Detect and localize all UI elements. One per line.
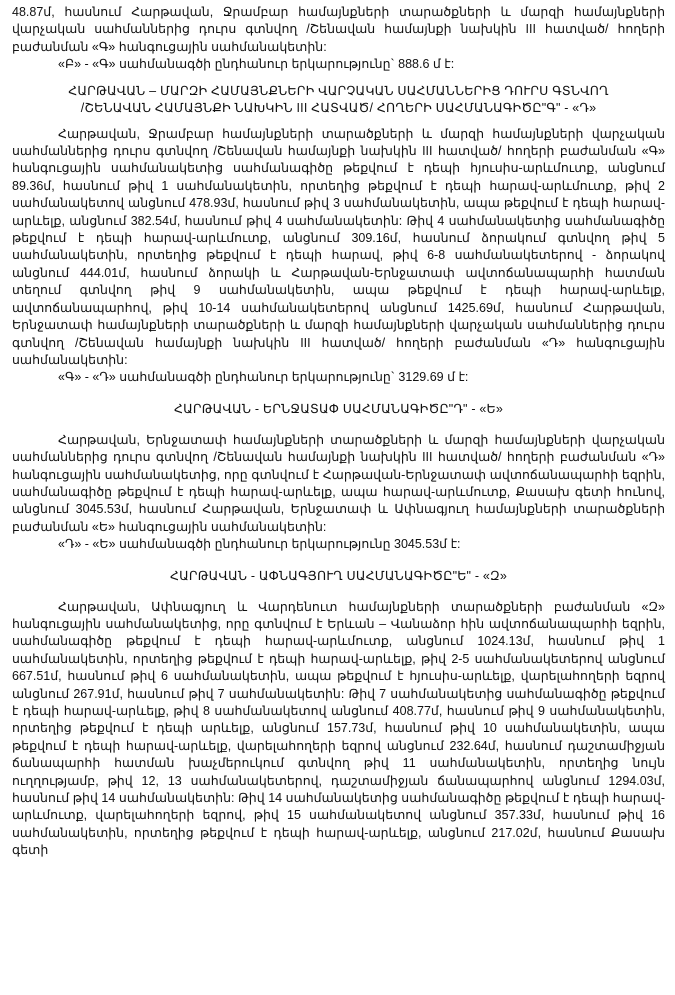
section3-heading: ՀԱՐԹԱՎԱՆ - ԱՓՆԱԳՅՈՒՂ ՍԱՀՄԱՆԱԳԻԾԸ"Ե" - «Զ»	[169, 568, 508, 583]
section2-total-line: «Դ» - «Ե» սահմանագծի ընդհանուր երկարությունը 3045.53մ է:	[58, 537, 461, 552]
top-paragraph: 48.87մ, հասնում Հարթավան, Ջրամբար համայնքների տարածքների և մարզի համայնքների վարչական սահմաններից դուրս գտնվող /Շենավան համայնքի նախկին III հատված/ հողերի բաժանման «Գ» հանգուցային սահմանակետին:	[12, 5, 665, 54]
section3-paragraph: Հարթավան, Ափնագյուղ և Վարդենուտ համայնքների տարածքների բաժանման «Զ» հանգուցային սահմանակետից, որը գտնվում է Երևան – Վանաձոր հին ավտոճանապարհի եզրին, սահմանագիծը թեքվում է դեպի հարավ-արևմուտք, անցնում 1024.13մ, հասնում թիվ 1 սահմանակետին, որտեղից թեքվում է դեպի հարավ-արևելք, թիվ 2-5 սահմանակետերով անցնում 667.51մ, հասնում թիվ 6 սահմանակետին, ապա թեքվում է հյուսիս-արևելք, վարելահողերի եզրով անցնում 267.91մ, հասնում թիվ 7 սահմանակետին: Թիվ 7 սահմանակետից սահմանագիծը թեքվում է դեպի հարավ-արևելք, թիվ 8 սահմանակետով անցնում 408.77մ, հասնում թիվ 9 սահմանակետին, որտեղից թեքվում է դեպի արևելք, անցնում 157.73մ, հասնում թիվ 10 սահմանակետին, ապա թեքվում է դեպի հարավ-արևելք, վարելահողերի եզրով անցնում 232.64մ, հասնում դաշտամիջյան ճանապարհի հատման խաչմերուկում գտնվող թիվ 11 սահմանակետին, որտեղից նույն ուղղությամբ, թիվ 12, 13 սահմանակետերով, դաշտամիջյան ճանապարհով անցնում 1294.03մ, հասնում թիվ 14 սահմանակետին: Թիվ 14 սահմանակետից սահմանագիծը թեքվում է դեպի հարավ-արևմուտք, վարելահողերի եզրով, թիվ 15 սահմանակետով անցնում 357.33մ, հասնում թիվ 16 սահմանակետին, որտեղից թեքվում է դեպի հարավ-արևելք, անցնում 217.02մ, հասնում Քասախ գետի	[12, 599, 665, 858]
section2-paragraph: Հարթավան, Երնջատափ համայնքների տարածքների և մարզի համայնքների վարչական սահմաններից դուրս գտնվող /Շենավան համայնքի նախկին III հատված/ հողերի բաժանման «Դ» հանգուցային սահմանակետից, որը գտնվում է Հարթավան-Երնջատափ ավտոճանապարհի եզրին, սահմանագիծը թեքվում է դեպի հարավ-արևելք, ապա հարավ-արևմուտք, Քասախ գետի հունով, անցնում 3045.53մ, հասնում Հարթավան, Երնջատափ և Ափնագյուղ համայնքների տարածքների բաժանման «Ե» հանգուցային սահմանակետին:	[12, 432, 665, 534]
section1-heading-line2: /ՇԵՆԱՎԱՆ ՀԱՄԱՅՆՔԻ ՆԱԽԿԻՆ III ՀԱՏՎԱԾ/ ՀՈՂԵՐԻ ՍԱՀՄԱՆԱԳԻԾԸ"Գ" - «Դ»	[80, 100, 597, 115]
section1-heading-line1: ՀԱՐԹԱՎԱՆ – ՄԱՐԶԻ ՀԱՄԱՅՆՔՆԵՐԻ ՎԱՐՉԱԿԱՆ ՍԱՀՄԱՆՆԵՐԻՑ ԴՈՒՐՍ ԳՏՆՎՈՂ	[68, 83, 609, 98]
section1-total-line: «Գ» - «Դ» սահմանագծի ընդհանուր երկարությունը` 3129.69 մ է:	[58, 370, 469, 385]
top-total-line: «Բ» - «Գ» սահմանագծի ընդհանուր երկարությունը` 888.6 մ է:	[58, 57, 455, 72]
section2-heading: ՀԱՐԹԱՎԱՆ - ԵՐՆՋԱՏԱՓ ՍԱՀՄԱՆԱԳԻԾԸ"Դ" - «Ե»	[173, 401, 504, 416]
section1-paragraph: Հարթավան, Ջրամբար համայնքների տարածքների և մարզի համայնքների վարչական սահմաններից դուրս գտնվող /Շենավան համայնքի նախկին III հատված/ հողերի բաժանման «Գ» հանգուցային սահմանակետից սահմանագիծը թեքվում է դեպի հյուսիս-արևմուտք, անցնում 89.36մ, հասնում թիվ 1 սահմանակետին, որտեղից թեքվում է դեպի հարավ-արևմուտք, թիվ 2 սահմանակետով անցնում 478.93մ, հասնում թիվ 3 սահմանակետին, ապա թեքվում է դեպի հարավ-արևելք, անցնում 382.54մ, հասնում թիվ 4 սահմանակետին: Թիվ 4 սահմանակետից սահմանագիծը թեքվում է դեպի հարավ-արևմուտք, անցնում 309.16մ, հասնում ձորակում գտնվող թիվ 5 սահմանակետին, որտեղից թեքվում է դեպի հարավ, թիվ 6-8 սահմանակետերով - ձորակով անցնում 444.01մ, հասնում ձորակի և Հարթավան-Երնջատափ ավտոճանապարհի հատման տեղում գտնվող թիվ 9 սահմանակետին, ապա թեքվում է դեպի հարավ-արևելք, ավտոճանապարհով, թիվ 10-14 սահմանակետերով անցնում 1425.69մ, հասնում Հարթավան, Երնջատափ համայնքների տարածքների և մարզի համայնքների վարչական սահմաններից դուրս գտնվող /Շենավան համայնքի նախկին III հատված/ հողերի բաժանման «Դ» հանգուցային սահմանակետին:	[12, 126, 665, 367]
